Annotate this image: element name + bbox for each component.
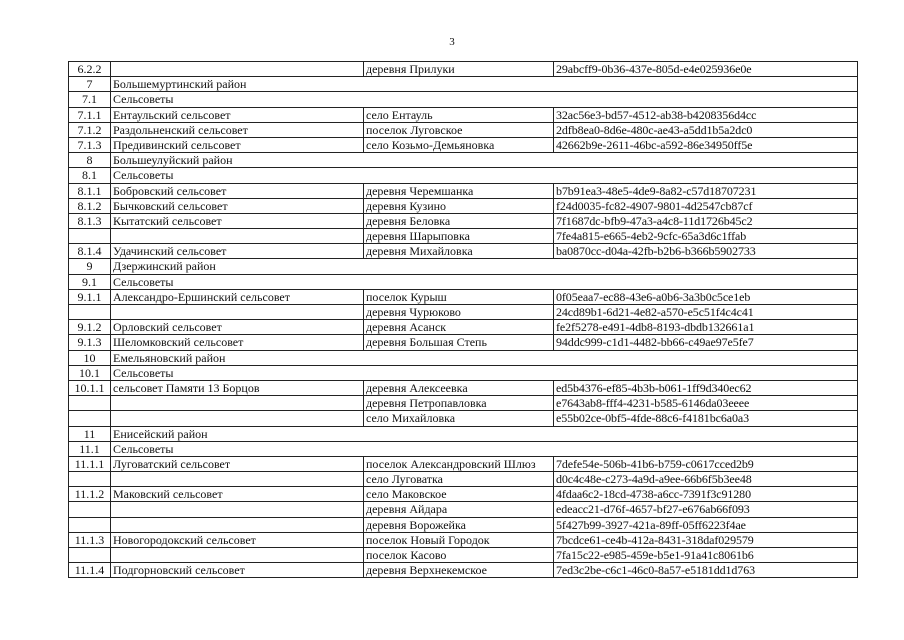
section-header-row: [69, 426, 858, 441]
registry-table-body: [69, 62, 858, 578]
section-header-cell: Сельсоветы: [111, 441, 858, 456]
row-number-cell: [69, 396, 111, 411]
guid-cell: 7fa15c22-e985-459e-b5e1-91a41c8061b6: [554, 548, 858, 563]
guid-cell: f24d0035-fc82-4907-9801-4d2547cb87cf: [554, 198, 858, 213]
municipality-name-cell: [111, 517, 364, 532]
guid-cell: d0c4c48e-c273-4a9d-a9ee-66b6f5b3ee48: [554, 472, 858, 487]
section-header-row: [69, 92, 858, 107]
section-header-row: [69, 153, 858, 168]
municipality-name-cell: [111, 396, 364, 411]
table-row: [69, 107, 858, 122]
table-row: [69, 305, 858, 320]
table-row: [69, 456, 858, 471]
table-row: [69, 137, 858, 152]
municipality-name-cell: Бычковский сельсовет: [111, 198, 364, 213]
municipality-name-cell: Раздольненский сельсовет: [111, 122, 364, 137]
locality-cell: деревня Михайловка: [364, 244, 554, 259]
municipality-name-cell: Бобровский сельсовет: [111, 183, 364, 198]
guid-cell: 7f1687dc-bfb9-47a3-a4c8-11d1726b45c2: [554, 213, 858, 228]
guid-cell: 0f05eaa7-ec88-43e6-a0b6-3a3b0c5ce1eb: [554, 289, 858, 304]
table-row: [69, 122, 858, 137]
guid-cell: 42662b9e-2611-46bc-a592-86e34950ff5e: [554, 137, 858, 152]
section-header-row: [69, 274, 858, 289]
table-row: [69, 548, 858, 563]
locality-cell: деревня Асанск: [364, 320, 554, 335]
locality-cell: поселок Касово: [364, 548, 554, 563]
table-row: [69, 396, 858, 411]
municipality-name-cell: Луговатский сельсовет: [111, 456, 364, 471]
guid-cell: 7ed3c2be-c6c1-46c0-8a57-e5181dd1d763: [554, 563, 858, 578]
municipality-name-cell: [111, 305, 364, 320]
section-header-cell: Сельсоветы: [111, 92, 858, 107]
section-header-cell: Емельяновский район: [111, 350, 858, 365]
row-number-cell: 8.1.1: [69, 183, 111, 198]
row-number-cell: [69, 548, 111, 563]
locality-cell: деревня Кузино: [364, 198, 554, 213]
row-number-cell: 8.1: [69, 168, 111, 183]
table-row: [69, 472, 858, 487]
table-row: [69, 183, 858, 198]
section-header-cell: Большемуртинский район: [111, 77, 858, 92]
locality-cell: поселок Новый Городок: [364, 532, 554, 547]
locality-cell: деревня Чурюково: [364, 305, 554, 320]
section-header-cell: Енисейский район: [111, 426, 858, 441]
table-row: [69, 289, 858, 304]
row-number-cell: 8: [69, 153, 111, 168]
municipality-name-cell: [111, 472, 364, 487]
municipality-name-cell: [111, 62, 364, 77]
table-row: [69, 213, 858, 228]
municipality-name-cell: Маковский сельсовет: [111, 487, 364, 502]
municipality-name-cell: [111, 502, 364, 517]
row-number-cell: 9.1.1: [69, 289, 111, 304]
table-row: [69, 62, 858, 77]
guid-cell: 29abcff9-0b36-437e-805d-e4e025936e0e: [554, 62, 858, 77]
row-number-cell: 7.1.3: [69, 137, 111, 152]
locality-cell: поселок Александровский Шлюз: [364, 456, 554, 471]
municipality-name-cell: Новогородокский сельсовет: [111, 532, 364, 547]
registry-table: [68, 61, 858, 578]
row-number-cell: 10.1.1: [69, 380, 111, 395]
guid-cell: ed5b4376-ef85-4b3b-b061-1ff9d340ec62: [554, 380, 858, 395]
guid-cell: 7bcdce61-ce4b-412a-8431-318daf029579: [554, 532, 858, 547]
row-number-cell: 11.1.2: [69, 487, 111, 502]
guid-cell: fe2f5278-e491-4db8-8193-dbdb132661a1: [554, 320, 858, 335]
municipality-name-cell: Ентаульский сельсовет: [111, 107, 364, 122]
row-number-cell: 11.1.3: [69, 532, 111, 547]
row-number-cell: 9.1.3: [69, 335, 111, 350]
municipality-name-cell: сельсовет Памяти 13 Борцов: [111, 380, 364, 395]
row-number-cell: 7.1.2: [69, 122, 111, 137]
row-number-cell: 7: [69, 77, 111, 92]
table-row: [69, 532, 858, 547]
row-number-cell: 11.1: [69, 441, 111, 456]
table-row: [69, 335, 858, 350]
locality-cell: поселок Курыш: [364, 289, 554, 304]
table-row: [69, 244, 858, 259]
row-number-cell: [69, 502, 111, 517]
row-number-cell: 7.1: [69, 92, 111, 107]
section-header-cell: Сельсоветы: [111, 365, 858, 380]
row-number-cell: 8.1.2: [69, 198, 111, 213]
section-header-cell: Сельсоветы: [111, 168, 858, 183]
table-row: [69, 517, 858, 532]
locality-cell: деревня Петропавловка: [364, 396, 554, 411]
table-row: [69, 563, 858, 578]
guid-cell: 5f427b99-3927-421a-89ff-05ff6223f4ae: [554, 517, 858, 532]
row-number-cell: 9.1: [69, 274, 111, 289]
guid-cell: 2dfb8ea0-8d6e-480c-ae43-a5dd1b5a2dc0: [554, 122, 858, 137]
row-number-cell: 9: [69, 259, 111, 274]
municipality-name-cell: Предивинский сельсовет: [111, 137, 364, 152]
locality-cell: деревня Прилуки: [364, 62, 554, 77]
guid-cell: 94ddc999-c1d1-4482-bb66-c49ae97e5fe7: [554, 335, 858, 350]
row-number-cell: [69, 472, 111, 487]
locality-cell: село Михайловка: [364, 411, 554, 426]
guid-cell: 32ac56e3-bd57-4512-ab38-b4208356d4cc: [554, 107, 858, 122]
section-header-row: [69, 259, 858, 274]
section-header-row: [69, 168, 858, 183]
guid-cell: b7b91ea3-48e5-4de9-8a82-c57d18707231: [554, 183, 858, 198]
municipality-name-cell: Александро-Ершинский сельсовет: [111, 289, 364, 304]
row-number-cell: 11: [69, 426, 111, 441]
locality-cell: деревня Шарыповка: [364, 229, 554, 244]
table-row: [69, 320, 858, 335]
municipality-name-cell: Удачинский сельсовет: [111, 244, 364, 259]
municipality-name-cell: Кытатский сельсовет: [111, 213, 364, 228]
guid-cell: edeacc21-d76f-4657-bf27-e676ab66f093: [554, 502, 858, 517]
row-number-cell: 9.1.2: [69, 320, 111, 335]
section-header-row: [69, 365, 858, 380]
locality-cell: деревня Айдара: [364, 502, 554, 517]
row-number-cell: 6.2.2: [69, 62, 111, 77]
municipality-name-cell: Подгорновский сельсовет: [111, 563, 364, 578]
section-header-row: [69, 350, 858, 365]
section-header-row: [69, 441, 858, 456]
row-number-cell: 10: [69, 350, 111, 365]
section-header-row: [69, 77, 858, 92]
locality-cell: деревня Черемшанка: [364, 183, 554, 198]
municipality-name-cell: Орловский сельсовет: [111, 320, 364, 335]
locality-cell: село Ентауль: [364, 107, 554, 122]
guid-cell: ba0870cc-d04a-42fb-b2b6-b366b5902733: [554, 244, 858, 259]
locality-cell: деревня Алексеевка: [364, 380, 554, 395]
municipality-name-cell: [111, 229, 364, 244]
guid-cell: e55b02ce-0bf5-4fde-88c6-f4181bc6a0a3: [554, 411, 858, 426]
locality-cell: поселок Луговское: [364, 122, 554, 137]
section-header-cell: Сельсоветы: [111, 274, 858, 289]
table-row: [69, 487, 858, 502]
locality-cell: деревня Беловка: [364, 213, 554, 228]
row-number-cell: 7.1.1: [69, 107, 111, 122]
guid-cell: 24cd89b1-6d21-4e82-a570-e5c51f4c4c41: [554, 305, 858, 320]
municipality-name-cell: Шеломковский сельсовет: [111, 335, 364, 350]
row-number-cell: [69, 305, 111, 320]
locality-cell: село Маковское: [364, 487, 554, 502]
guid-cell: 7defe54e-506b-41b6-b759-c0617cced2b9: [554, 456, 858, 471]
table-row: [69, 411, 858, 426]
row-number-cell: [69, 517, 111, 532]
table-row: [69, 229, 858, 244]
locality-cell: село Луговатка: [364, 472, 554, 487]
table-row: [69, 198, 858, 213]
row-number-cell: 8.1.4: [69, 244, 111, 259]
page-number: 3: [449, 36, 455, 48]
guid-cell: 4fdaa6c2-18cd-4738-a6cc-7391f3c91280: [554, 487, 858, 502]
locality-cell: село Козьмо-Демьяновка: [364, 137, 554, 152]
locality-cell: деревня Ворожейка: [364, 517, 554, 532]
municipality-name-cell: [111, 548, 364, 563]
municipality-name-cell: [111, 411, 364, 426]
row-number-cell: 10.1: [69, 365, 111, 380]
locality-cell: деревня Большая Степь: [364, 335, 554, 350]
row-number-cell: [69, 411, 111, 426]
section-header-cell: Дзержинский район: [111, 259, 858, 274]
section-header-cell: Большеулуйский район: [111, 153, 858, 168]
table-row: [69, 380, 858, 395]
guid-cell: 7fe4a815-e665-4eb2-9cfc-65a3d6c1ffab: [554, 229, 858, 244]
row-number-cell: [69, 229, 111, 244]
locality-cell: деревня Верхнекемское: [364, 563, 554, 578]
row-number-cell: 11.1.1: [69, 456, 111, 471]
guid-cell: e7643ab8-fff4-4231-b585-6146da03eeee: [554, 396, 858, 411]
table-row: [69, 502, 858, 517]
row-number-cell: 8.1.3: [69, 213, 111, 228]
row-number-cell: 11.1.4: [69, 563, 111, 578]
